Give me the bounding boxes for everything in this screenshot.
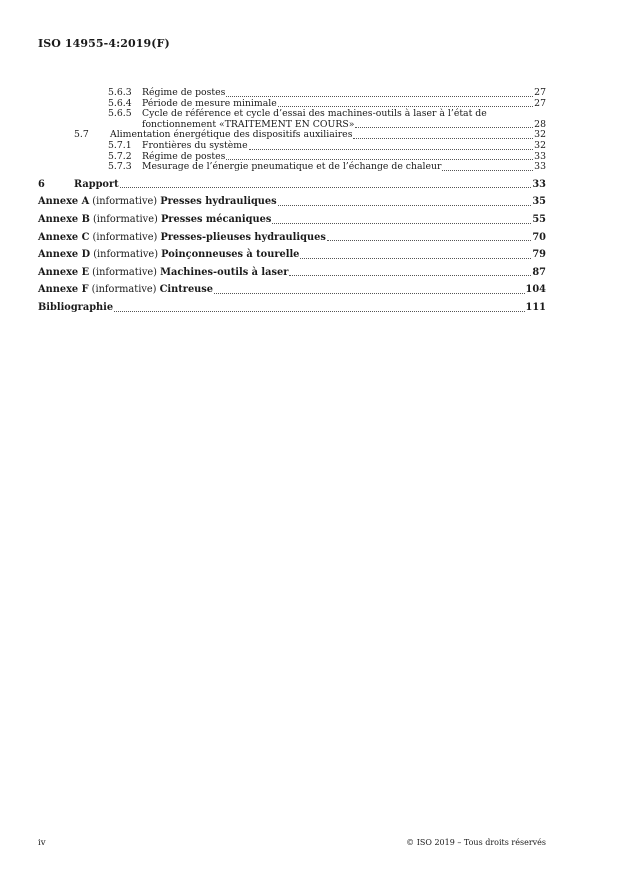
annex-kind: (informative) [92,231,158,243]
dot-leader [289,275,531,276]
annex-title: Machines-outils à laser [160,266,289,278]
dot-leader [114,311,524,312]
table-of-contents [38,88,546,314]
toc-page: 55 [532,213,546,225]
toc-page: 104 [525,284,546,296]
toc-entry-annex-b[interactable] [38,215,546,226]
toc-number: 5.7.2 [108,150,132,162]
toc-title: Période de mesure minimale [142,97,277,109]
annex-label: Annexe B [38,213,90,225]
annex-kind: (informative) [92,266,157,278]
dot-leader [300,258,531,259]
dot-leader [278,205,532,206]
toc-page: 87 [532,266,546,278]
toc-entry-annex-c[interactable] [38,233,546,244]
dot-leader [353,138,533,139]
toc-entry-annex-a[interactable] [38,197,546,208]
dot-leader [226,96,533,97]
footer-copyright: © ISO 2019 – Tous droits réservés [406,838,546,847]
toc-entry-5-7-1[interactable] [38,141,546,152]
toc-number: 5.6.5 [108,108,132,120]
annex-kind: (informative) [93,249,159,261]
toc-title-line-1: Cycle de référence et cycle d’essai des machines-outils à laser à l’état de [142,108,487,120]
toc-page: 32 [534,139,546,151]
toc-entry-5-6-3[interactable] [38,88,546,99]
annex-title: Presses-plieuses hydrauliques [160,231,326,243]
toc-number: 5.6.3 [108,87,132,98]
toc-title: Bibliographie [38,301,114,313]
toc-page: 70 [532,231,546,243]
toc-entry-5-7-3[interactable] [38,162,546,173]
annex-title: Poinçonneuses à tourelle [161,249,300,261]
toc-number: 6 [38,178,45,190]
toc-title: Mesurage de l’énergie pneumatique et de l’échange de chaleur [142,161,442,173]
toc-title: Régime de postes [142,150,226,162]
toc-page: 79 [532,249,546,261]
toc-entry-annex-f[interactable] [38,285,546,296]
toc-title: Frontières du système [142,139,248,151]
toc-entry-annex-e[interactable] [38,268,546,279]
toc-title-line-2: fonctionnement «TRAITEMENT EN COURS» [142,118,355,130]
toc-number: 5.6.4 [108,97,132,109]
dot-leader [278,106,533,107]
annex-label: Annexe A [38,196,90,208]
dot-leader [249,149,534,150]
toc-number: 5.7.1 [108,139,132,151]
dot-leader [120,187,532,188]
annex-title: Presses mécaniques [160,213,272,225]
toc-title: Rapport [74,178,119,190]
annex-label: Annexe E [38,266,90,278]
toc-page: 27 [534,87,546,98]
annex-title: Presses hydrauliques [160,196,277,208]
annex-title: Cintreuse [159,284,214,296]
dot-leader [272,223,531,224]
annex-kind: (informative) [91,284,157,296]
annex-kind: (informative) [92,196,158,208]
toc-page: 32 [534,129,546,141]
dot-leader [226,159,533,160]
toc-page: 33 [534,161,546,173]
toc-page: 33 [534,150,546,162]
annex-label: Annexe D [38,249,91,261]
toc-page: 28 [534,118,546,130]
toc-page: 27 [534,97,546,109]
toc-title: Régime de postes [142,87,226,98]
toc-entry-annex-d[interactable] [38,250,546,261]
dot-leader [355,127,533,128]
footer-page-number: iv [38,838,46,848]
toc-entry-6[interactable] [38,180,546,191]
toc-page: 33 [532,178,546,190]
toc-page: 35 [532,196,546,208]
annex-label: Annexe C [38,231,90,243]
dot-leader [214,293,525,294]
toc-number: 5.7 [74,129,89,141]
toc-page: 111 [525,301,546,313]
dot-leader [442,170,533,171]
annex-label: Annexe F [38,284,89,296]
toc-entry-bibliography[interactable] [38,303,546,314]
toc-title: Alimentation énergétique des dispositifs auxiliaires [110,129,353,141]
annex-kind: (informative) [92,213,158,225]
toc-number: 5.7.3 [108,161,132,173]
document-header: ISO 14955-4:2019(F) [38,37,170,50]
dot-leader [327,240,532,241]
toc-entry-5-6-5[interactable] [38,109,546,130]
